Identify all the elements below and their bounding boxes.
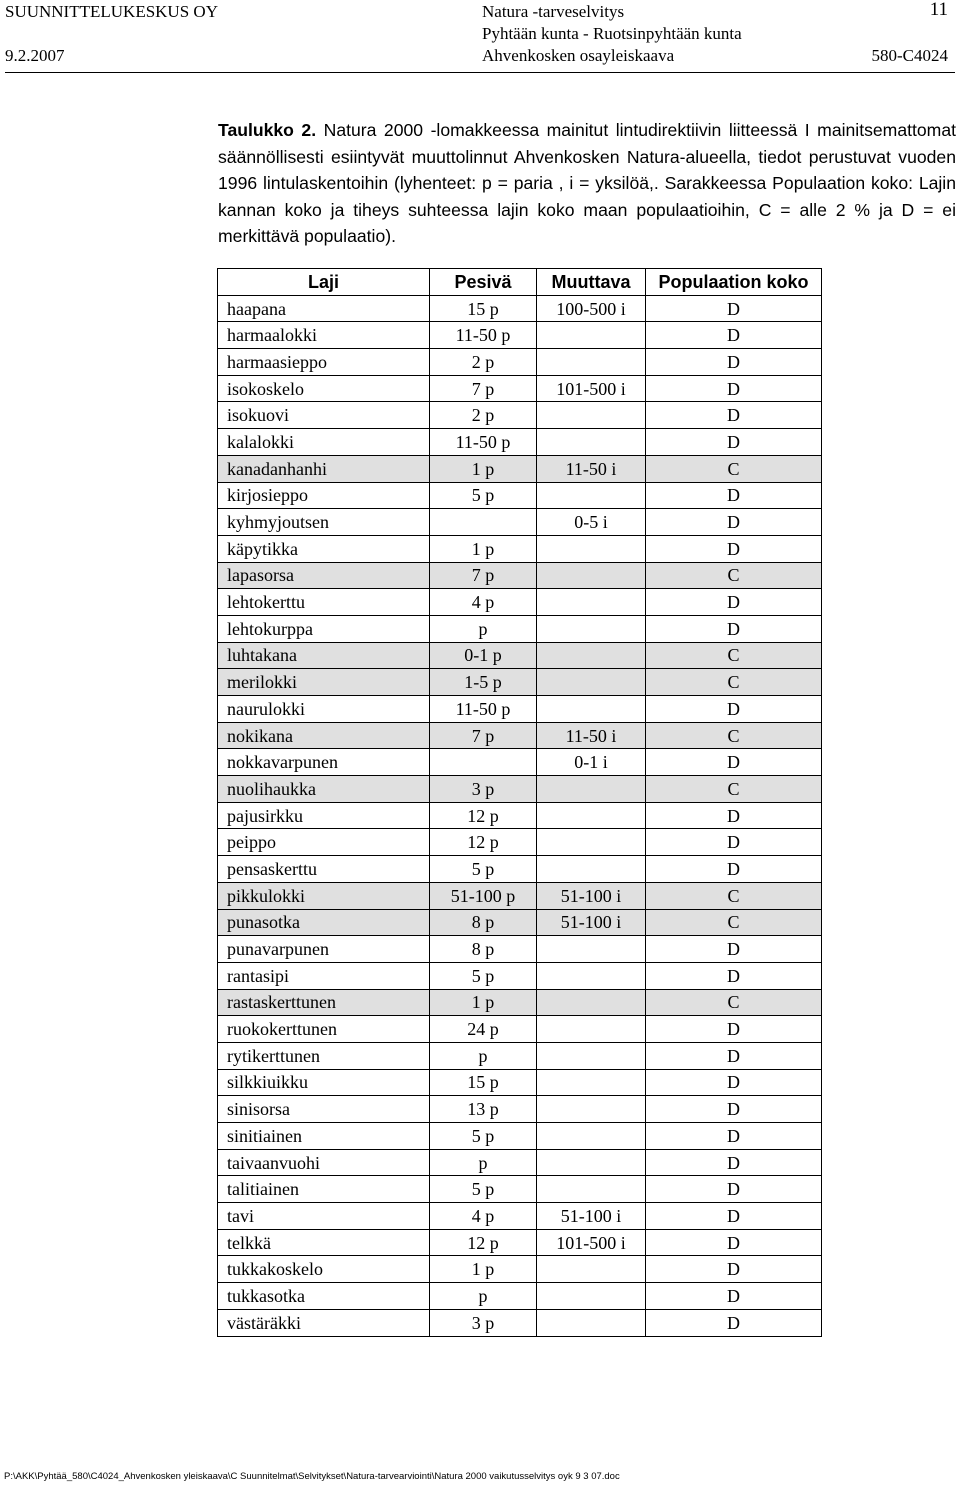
table-row <box>218 1309 822 1336</box>
table-row <box>218 696 822 723</box>
migrating-cell <box>537 829 646 856</box>
table-row <box>218 1069 822 1096</box>
population-cell: D <box>646 936 822 963</box>
table-row <box>218 722 822 749</box>
municipality: Pyhtään kunta - Ruotsinpyhtään kunta <box>482 24 742 43</box>
species-cell: ruokokerttunen <box>218 1016 430 1043</box>
population-cell: D <box>646 349 822 376</box>
species-cell: lehtokurppa <box>218 615 430 642</box>
table-row <box>218 375 822 402</box>
species-cell: taivaanvuohi <box>218 1149 430 1176</box>
breeding-cell: 15 p <box>430 1069 537 1096</box>
table-row <box>218 589 822 616</box>
migrating-cell <box>537 1176 646 1203</box>
breeding-cell: 4 p <box>430 1203 537 1230</box>
species-cell: harmaalokki <box>218 322 430 349</box>
breeding-cell: 12 p <box>430 1229 537 1256</box>
migrating-cell <box>537 1042 646 1069</box>
population-cell: C <box>646 882 822 909</box>
breeding-cell: 11-50 p <box>430 429 537 456</box>
species-cell: västäräkki <box>218 1309 430 1336</box>
migrating-cell <box>537 642 646 669</box>
breeding-cell: 5 p <box>430 482 537 509</box>
breeding-cell: 11-50 p <box>430 696 537 723</box>
header-divider <box>5 72 955 73</box>
population-cell: D <box>646 1149 822 1176</box>
population-cell: C <box>646 776 822 803</box>
table-caption <box>218 117 956 250</box>
page-number: 11 <box>929 0 948 20</box>
migrating-cell: 0-1 i <box>537 749 646 776</box>
population-cell: D <box>646 295 822 322</box>
species-cell: silkkiuikku <box>218 1069 430 1096</box>
column-header-population: Populaation koko <box>646 269 822 296</box>
migrating-cell: 51-100 i <box>537 882 646 909</box>
migrating-cell <box>537 856 646 883</box>
species-cell: rastaskerttunen <box>218 989 430 1016</box>
table-row <box>218 829 822 856</box>
caption-label: Taulukko 2. <box>218 120 317 140</box>
table-row <box>218 909 822 936</box>
migrating-cell <box>537 669 646 696</box>
table-row <box>218 615 822 642</box>
table-row <box>218 1123 822 1150</box>
population-cell: C <box>646 669 822 696</box>
migrating-cell <box>537 482 646 509</box>
migrating-cell: 11-50 i <box>537 722 646 749</box>
table-header-row <box>218 269 822 296</box>
table-row <box>218 295 822 322</box>
migrating-cell <box>537 1149 646 1176</box>
breeding-cell: 1 p <box>430 989 537 1016</box>
breeding-cell: 7 p <box>430 562 537 589</box>
table-row <box>218 402 822 429</box>
species-cell: rytikerttunen <box>218 1042 430 1069</box>
population-cell: D <box>646 1283 822 1310</box>
breeding-cell: p <box>430 615 537 642</box>
breeding-cell: 3 p <box>430 1309 537 1336</box>
breeding-cell: 12 p <box>430 802 537 829</box>
species-cell: luhtakana <box>218 642 430 669</box>
file-path-footer: P:\AKK\Pyhtää_580\C4024_Ahvenkosken yleiskaava\C Suunnitelmat\Selvitykset\Natura-tarvearviointi\Natura 2000 vaikutusselvitys oyk 9 3 07.doc <box>4 1471 620 1482</box>
table-row <box>218 936 822 963</box>
report-title: Natura -tarveselvitys <box>482 2 625 21</box>
table-row <box>218 1229 822 1256</box>
breeding-cell: 11-50 p <box>430 322 537 349</box>
table-row <box>218 535 822 562</box>
breeding-cell: 2 p <box>430 349 537 376</box>
table-row <box>218 1283 822 1310</box>
migrating-cell <box>537 776 646 803</box>
population-cell: D <box>646 1229 822 1256</box>
column-header-breeding: Pesivä <box>430 269 537 296</box>
breeding-cell: 0-1 p <box>430 642 537 669</box>
table-row <box>218 349 822 376</box>
migrating-cell <box>537 429 646 456</box>
breeding-cell: 1 p <box>430 1256 537 1283</box>
column-header-migrating: Muuttava <box>537 269 646 296</box>
population-cell: D <box>646 1176 822 1203</box>
species-cell: sinitiainen <box>218 1123 430 1150</box>
species-cell: naurulokki <box>218 696 430 723</box>
population-cell: D <box>646 1069 822 1096</box>
header-date: 9.2.2007 <box>5 46 65 65</box>
table-row <box>218 1149 822 1176</box>
species-cell: punavarpunen <box>218 936 430 963</box>
migrating-cell <box>537 402 646 429</box>
table-row <box>218 509 822 536</box>
species-cell: käpytikka <box>218 535 430 562</box>
species-cell: tukkasotka <box>218 1283 430 1310</box>
species-cell: nuolihaukka <box>218 776 430 803</box>
breeding-cell: 5 p <box>430 962 537 989</box>
plan-name: Ahvenkosken osayleiskaava <box>482 46 675 65</box>
population-cell: C <box>646 455 822 482</box>
migrating-cell: 51-100 i <box>537 909 646 936</box>
population-cell: D <box>646 482 822 509</box>
breeding-cell: 12 p <box>430 829 537 856</box>
migrating-cell <box>537 802 646 829</box>
breeding-cell: 1 p <box>430 455 537 482</box>
species-cell: merilokki <box>218 669 430 696</box>
table-row <box>218 962 822 989</box>
breeding-cell: 1-5 p <box>430 669 537 696</box>
population-cell: D <box>646 589 822 616</box>
species-cell: lapasorsa <box>218 562 430 589</box>
species-cell: peippo <box>218 829 430 856</box>
population-cell: D <box>646 802 822 829</box>
table-row <box>218 562 822 589</box>
table-body <box>218 295 822 1336</box>
table-row <box>218 455 822 482</box>
migrating-cell <box>537 615 646 642</box>
population-cell: C <box>646 989 822 1016</box>
species-cell: pensaskerttu <box>218 856 430 883</box>
breeding-cell: 3 p <box>430 776 537 803</box>
population-cell: C <box>646 909 822 936</box>
breeding-cell: 1 p <box>430 535 537 562</box>
breeding-cell: 7 p <box>430 722 537 749</box>
species-table <box>217 268 822 1337</box>
migrating-cell <box>537 1256 646 1283</box>
species-cell: harmaasieppo <box>218 349 430 376</box>
table-row <box>218 669 822 696</box>
migrating-cell <box>537 989 646 1016</box>
species-cell: tavi <box>218 1203 430 1230</box>
company-name: SUUNNITTELUKESKUS OY <box>5 2 218 21</box>
migrating-cell <box>537 1016 646 1043</box>
table-row <box>218 1203 822 1230</box>
species-cell: pikkulokki <box>218 882 430 909</box>
species-cell: isokuovi <box>218 402 430 429</box>
migrating-cell <box>537 962 646 989</box>
breeding-cell: 5 p <box>430 1123 537 1150</box>
migrating-cell <box>537 589 646 616</box>
breeding-cell: 4 p <box>430 589 537 616</box>
population-cell: D <box>646 615 822 642</box>
population-cell: D <box>646 1123 822 1150</box>
population-cell: D <box>646 1256 822 1283</box>
table-row <box>218 856 822 883</box>
population-cell: D <box>646 322 822 349</box>
species-cell: nokkavarpunen <box>218 749 430 776</box>
table-row <box>218 749 822 776</box>
table-row <box>218 1042 822 1069</box>
breeding-cell: 5 p <box>430 1176 537 1203</box>
population-cell: D <box>646 535 822 562</box>
table-row <box>218 322 822 349</box>
population-cell: D <box>646 402 822 429</box>
breeding-cell: 15 p <box>430 295 537 322</box>
breeding-cell: p <box>430 1042 537 1069</box>
migrating-cell <box>537 936 646 963</box>
breeding-cell: 24 p <box>430 1016 537 1043</box>
species-cell: kanadanhanhi <box>218 455 430 482</box>
species-cell: talitiainen <box>218 1176 430 1203</box>
breeding-cell: 7 p <box>430 375 537 402</box>
migrating-cell <box>537 696 646 723</box>
migrating-cell: 100-500 i <box>537 295 646 322</box>
migrating-cell <box>537 349 646 376</box>
species-cell: telkkä <box>218 1229 430 1256</box>
table-row <box>218 429 822 456</box>
species-cell: tukkakoskelo <box>218 1256 430 1283</box>
breeding-cell: 8 p <box>430 909 537 936</box>
species-cell: sinisorsa <box>218 1096 430 1123</box>
migrating-cell <box>537 562 646 589</box>
caption-text: Natura 2000 -lomakkeessa mainitut lintudirektiivin liitteessä I mainitsemattomat säännöllisesti esiintyvät muuttolinnut Ahvenkosken Natura-alueella, tiedot perustuvat vuoden 1996 lintulaskentoihin (lyhenteet: p = paria , i = yksilöä,. Sarakkeessa Populaation koko: Lajin kannan koko ja tiheys suhteessa lajin koko maan populaatioihin, C = alle 2 % ja D = ei merkittävä populaatio). <box>218 120 957 246</box>
breeding-cell: 8 p <box>430 936 537 963</box>
population-cell: D <box>646 1042 822 1069</box>
breeding-cell: 5 p <box>430 856 537 883</box>
population-cell: D <box>646 962 822 989</box>
breeding-cell: 2 p <box>430 402 537 429</box>
species-cell: isokoskelo <box>218 375 430 402</box>
species-cell: kyhmyjoutsen <box>218 509 430 536</box>
breeding-cell: 13 p <box>430 1096 537 1123</box>
migrating-cell: 101-500 i <box>537 1229 646 1256</box>
population-cell: D <box>646 749 822 776</box>
migrating-cell: 11-50 i <box>537 455 646 482</box>
population-cell: C <box>646 642 822 669</box>
breeding-cell: p <box>430 1283 537 1310</box>
species-cell: nokikana <box>218 722 430 749</box>
population-cell: D <box>646 696 822 723</box>
table-row <box>218 776 822 803</box>
migrating-cell <box>537 1096 646 1123</box>
migrating-cell <box>537 535 646 562</box>
population-cell: C <box>646 562 822 589</box>
migrating-cell: 0-5 i <box>537 509 646 536</box>
table-row <box>218 882 822 909</box>
population-cell: D <box>646 375 822 402</box>
table-row <box>218 1176 822 1203</box>
breeding-cell <box>430 509 537 536</box>
migrating-cell <box>537 1123 646 1150</box>
population-cell: D <box>646 509 822 536</box>
table-row <box>218 1256 822 1283</box>
population-cell: D <box>646 856 822 883</box>
population-cell: D <box>646 1309 822 1336</box>
breeding-cell <box>430 749 537 776</box>
species-cell: kalalokki <box>218 429 430 456</box>
species-cell: rantasipi <box>218 962 430 989</box>
migrating-cell <box>537 1283 646 1310</box>
species-cell: lehtokerttu <box>218 589 430 616</box>
project-code: 580-C4024 <box>871 46 948 65</box>
population-cell: C <box>646 722 822 749</box>
migrating-cell <box>537 1309 646 1336</box>
population-cell: D <box>646 1096 822 1123</box>
population-cell: D <box>646 1203 822 1230</box>
table-row <box>218 1016 822 1043</box>
breeding-cell: 51-100 p <box>430 882 537 909</box>
species-cell: kirjosieppo <box>218 482 430 509</box>
species-cell: pajusirkku <box>218 802 430 829</box>
migrating-cell: 51-100 i <box>537 1203 646 1230</box>
migrating-cell <box>537 322 646 349</box>
species-cell: punasotka <box>218 909 430 936</box>
population-cell: D <box>646 829 822 856</box>
population-cell: D <box>646 1016 822 1043</box>
table-row <box>218 642 822 669</box>
population-cell: D <box>646 429 822 456</box>
table-row <box>218 802 822 829</box>
species-cell: haapana <box>218 295 430 322</box>
column-header-species: Laji <box>218 269 430 296</box>
migrating-cell <box>537 1069 646 1096</box>
breeding-cell: p <box>430 1149 537 1176</box>
table-row <box>218 989 822 1016</box>
table-row <box>218 1096 822 1123</box>
migrating-cell: 101-500 i <box>537 375 646 402</box>
table-row <box>218 482 822 509</box>
